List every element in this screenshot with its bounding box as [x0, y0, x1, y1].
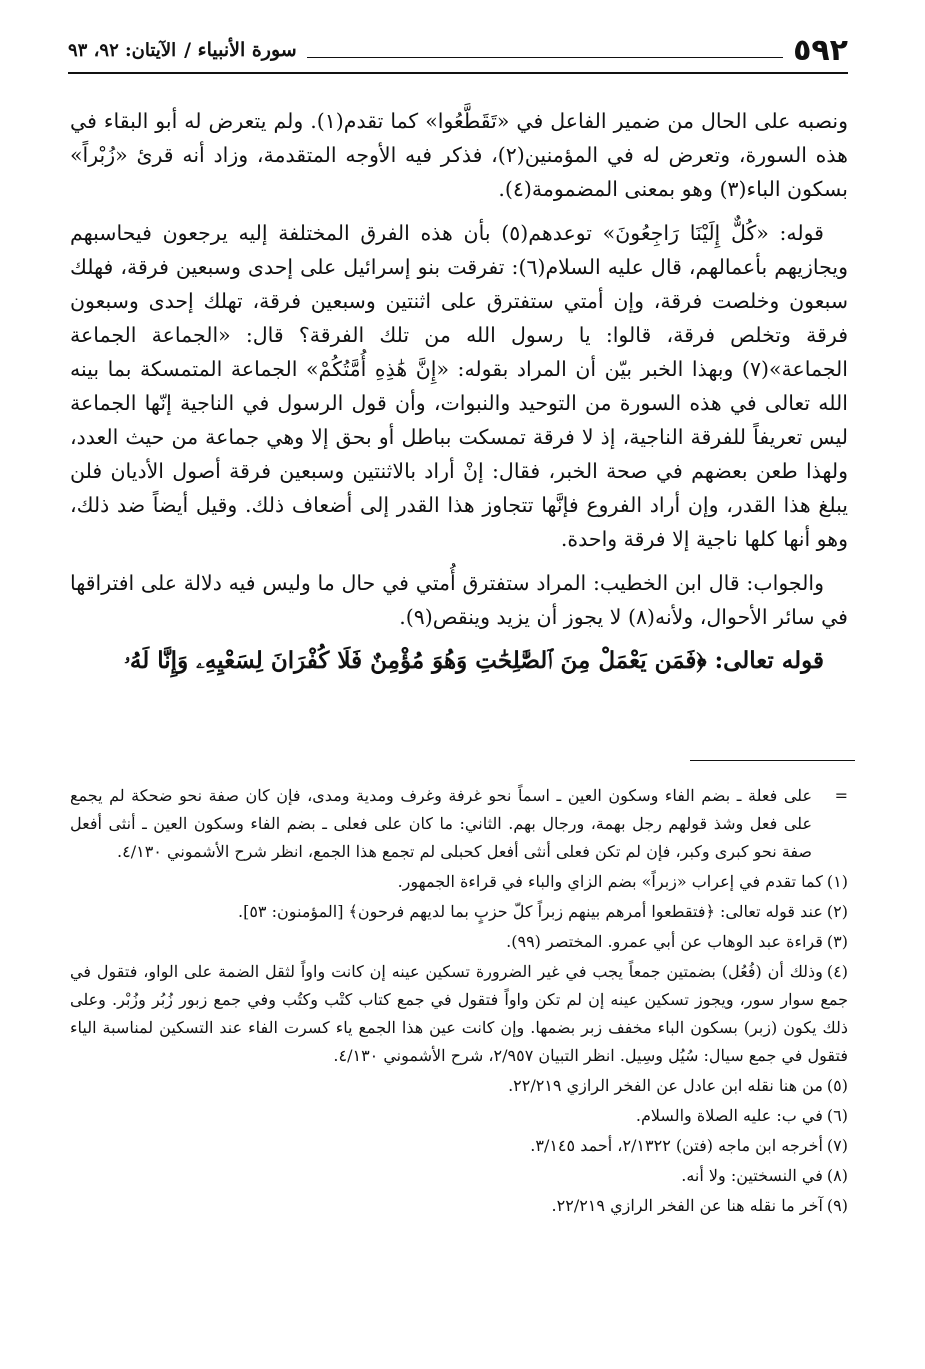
page-header: [68, 30, 848, 70]
continuation-mark: =: [834, 786, 848, 805]
paragraph-1: ونصبه على الحال من ضمير الفاعل في «تَقَطَّعُوا» كما تقدم(١). ولم يتعرض له أبو البقاء في هذه السورة، وتعرض له في المؤمنين(٢)، فذكر فيه الأوجه المتقدمة، وزاد أنه قرئ «زُبْراً» بسكون الباء(٣) وهو بمعنى المضمومة(٤).: [70, 109, 848, 201]
footnote-4: (٤)وذلك أن (فُعُل) بضمتين جمعاً يجب في غير الضرورة تسكين عينه إن كانت واواً لثقل الضمة على الواو، فتقول في جمع سوار سور، ويجوز تسكين عينه إن لم تكن واواً فتقول في جمع كتاب كتْب وكتُب وفي جمع زبور زُبُر وزُبْر. وعلى ذلك يكون (زبر) بسكون الباء مخفف زبر بضمها. وإن كانت عين هذا الجمع ياء كسرت الفاء عند التسكين لمناسبة الياء فتقول في جمع سيال: سُيُل وسِيل. انظر التبيان ٢/٩٥٧، شرح الأشموني ٤/١٣٠.: [70, 962, 849, 1065]
footnote-8: (٨)في النسختين: ولا أنه.: [681, 1166, 848, 1185]
footnote-continuation: [70, 782, 848, 866]
footnote-9: (٩)آخر ما نقله هنا عن الفخر الرازي ٢٢/٢١٩.: [551, 1196, 848, 1215]
footnotes: [70, 782, 848, 1222]
continuation-text: على فعلة ـ بضم الفاء وسكون العين ـ اسماً نحو غرفة وغرف ومدية ومدى، فإن كان صفة نحو ضحكة لم يجمع على فعل وشذ قولهم رجل بهمة، ورجال بهم. الثاني: ما كان على فعلى ـ بضم الفاء وسكون العين ـ أنثى أفعل صفة نحو كبرى وكبر، فإن لم تكن فعلى أنثى أفعل كحبلى لم تجمع هذا الجمع، انظر شرح الأشموني ٤/١٣٠.: [70, 786, 812, 861]
paragraph-3: والجواب: قال ابن الخطيب: المراد ستفترق أُمتي في حال ما وليس فيه دلالة على افتراقها في سائر الأحوال، ولأنه(٨) لا يجوز أن يزيد وينقص(٩).: [70, 571, 848, 629]
verse-range: الآيتان: ٩٢، ٩٣: [68, 39, 177, 61]
paragraph-2: قوله: «كُلٌّ إِلَيْنَا رَاجِعُونَ» توعدهم(٥) بأن هذه الفرق المختلفة إليه يرجعون فيحاسبهم ويجازيهم بأعمالهم، قال عليه السلام(٦): تفرقت بنو إسرائيل على إحدى وسبعين فرقة، فهلك سبعون وخلصت فرقة، وإن أمتي ستفترق على اثنتين وسبعين فرقة، تهلك إحدى وسبعون فرقة وتخلص فرقة، قالوا: يا رسول الله من تلك الفرقة؟ قال: «الجماعة الجماعة الجماعة»(٧) وبهذا الخبر بيّن أن المراد بقوله: «إِنَّ هَٰذِهِ أُمَّتُكُمْ» الجماعة المتمسكة بما بينه الله تعالى في هذه السورة من التوحيد والنبوات، وأن قول الرسول في الناجية إنّها الجماعة ليس تعريفاً للفرقة الناجية، إذ لا فرقة تمسكت بباطل أو بحق إلا وهي جماعة من حيث العدد، ولهذا طعن بعضهم في صحة الخبر، فقال: إنْ أراد بالاثنتين وسبعين فرقة أصول الأديان فلن يبلغ هذا القدر، وإن أراد الفروع فإنَّها تتجاوز هذا القدر إلى أضعاف ذلك. وقيل أيضاً ضد ذلك، وهو أنها كلها ناجية إلا فرقة واحدة.: [70, 221, 848, 551]
footnote-6: (٦)في ب: عليه الصلاة والسلام.: [635, 1106, 848, 1125]
footnote-7: (٧)أخرجه ابن ماجه (فتن) ٢/١٣٢٢، أحمد ٣/١٤٥.: [530, 1136, 848, 1155]
footnote-3: (٣)قراءة عبد الوهاب عن أبي عمرو. المختصر (٩٩).: [506, 932, 848, 951]
header-rule: [307, 43, 783, 58]
footnote-2: (٢)عند قوله تعالى: ﴿فتقطعوا أمرهم بينهم زبراً كلّ حزبٍ بما لديهم فرحون﴾ [المؤمنون: ٥٣].: [237, 902, 848, 921]
header-divider: [68, 72, 848, 74]
quran-verse: قوله تعالى: ﴿فَمَن يَعْمَلْ مِنَ ٱلصَّٰلِحَٰتِ وَهُوَ مُؤْمِنٌ فَلَا كُفْرَانَ لِسَعْيِهِۦ وَإِنَّا لَهُۥ: [124, 647, 824, 674]
footnote-divider: [690, 760, 855, 761]
page-number: ٥٩٢: [793, 32, 848, 68]
surah-title: سورة الأنبياء /: [184, 39, 297, 61]
footnote-5: (٥)من هنا نقله ابن عادل عن الفخر الرازي ٢٢/٢١٩.: [508, 1076, 848, 1095]
main-text: [70, 104, 848, 688]
footnote-1: (١)كما تقدم في إعراب «زبراً» بضم الزاي والباء في قراءة الجمهور.: [397, 872, 848, 891]
